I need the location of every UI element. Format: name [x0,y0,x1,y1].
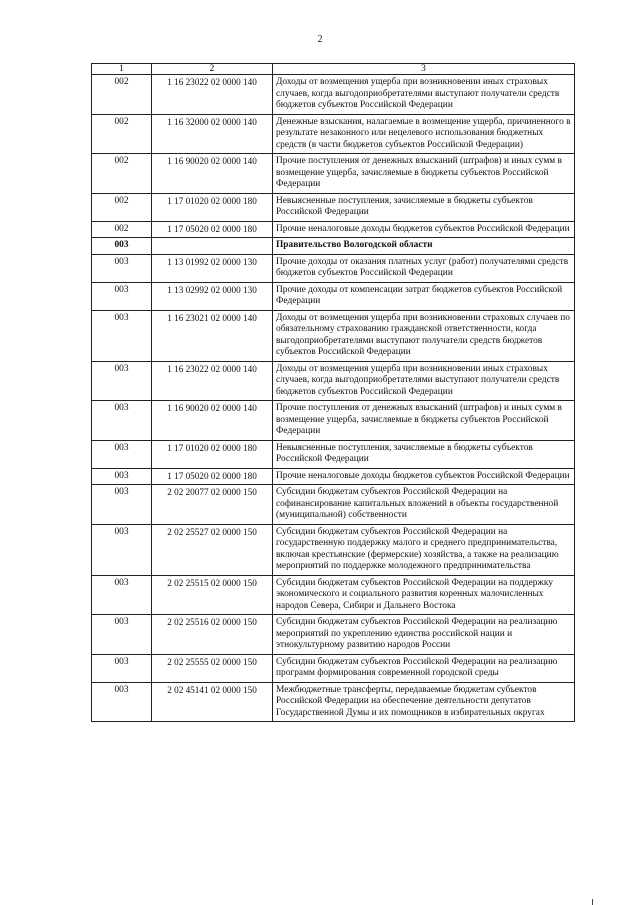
budget-code-cell: 1 13 01992 02 0000 130 [152,254,273,282]
admin-code-cell: 002 [92,221,152,238]
revenue-name-cell: Субсидии бюджетам субъектов Российской Федерации на реализацию мероприятий по укреплению единства российской нации и этнокультурному развитию народов России [273,615,575,655]
revenue-name-cell: Прочие доходы от оказания платных услуг (работ) получателями средств бюджетов субъектов Российской Федерации [273,254,575,282]
revenue-name-cell: Правительство Вологодской области [273,238,575,255]
revenue-name-cell: Субсидии бюджетам субъектов Российской Федерации на софинансирование капитальных вложений в объекты государственной (муниципальной) собственности [273,485,575,525]
admin-code-cell: 003 [92,575,152,615]
admin-code-cell: 002 [92,75,152,115]
admin-code-cell: 003 [92,282,152,310]
revenue-name-cell: Межбюджетные трансферты, передаваемые бюджетам субъектов Российской Федерации на обеспечение деятельности депутатов Государственной Думы и их помощников в избирательных округах [273,682,575,722]
budget-code-cell: 1 13 02992 02 0000 130 [152,282,273,310]
table-row [92,361,575,401]
table-row [92,440,575,468]
revenue-name-cell: Субсидии бюджетам субъектов Российской Федерации на поддержку экономического и социального развития коренных малочисленных народов Севера, Сибири и Дальнего Востока [273,575,575,615]
budget-code-cell: 2 02 25527 02 0000 150 [152,524,273,575]
table-header-row [92,64,575,75]
revenue-name-cell: Невыясненные поступления, зачисляемые в бюджеты субъектов Российской Федерации [273,193,575,221]
admin-code-cell: 003 [92,310,152,361]
table-row [92,221,575,238]
table-row [92,485,575,525]
revenue-codes-table [91,63,575,722]
table-row [92,401,575,441]
budget-code-cell: 1 17 05020 02 0000 180 [152,221,273,238]
admin-code-cell: 002 [92,193,152,221]
admin-code-cell: 003 [92,440,152,468]
budget-code-cell: 2 02 45141 02 0000 150 [152,682,273,722]
table-row [92,154,575,194]
admin-code-cell: 003 [92,361,152,401]
revenue-name-cell: Доходы от возмещения ущерба при возникновении иных страховых случаев, когда выгодоприобретателями выступают получатели средств бюджетов субъектов Российской Федерации [273,75,575,115]
budget-code-cell: 1 16 90020 02 0000 140 [152,154,273,194]
budget-code-cell: 1 16 90020 02 0000 140 [152,401,273,441]
revenue-name-cell: Субсидии бюджетам субъектов Российской Федерации на государственную поддержку малого и среднего предпринимательства, включая крестьянские (фермерские) хозяйства, а также на реализацию мероприятий по поддержке молодежного предпринимательства [273,524,575,575]
budget-code-cell: 1 17 01020 02 0000 180 [152,440,273,468]
budget-code-cell: 1 17 01020 02 0000 180 [152,193,273,221]
table-row [92,238,575,255]
revenue-name-cell: Невыясненные поступления, зачисляемые в бюджеты субъектов Российской Федерации [273,440,575,468]
budget-code-cell: 1 17 05020 02 0000 180 [152,468,273,485]
revenue-name-cell: Субсидии бюджетам субъектов Российской Федерации на реализацию программ формирования современной городской среды [273,654,575,682]
table-row [92,575,575,615]
table-row [92,468,575,485]
admin-code-cell: 003 [92,254,152,282]
revenue-name-cell: Доходы от возмещения ущерба при возникновении иных страховых случаев, когда выгодоприобретателями выступают получатели средств бюджетов субъектов Российской Федерации [273,361,575,401]
table-row [92,282,575,310]
budget-code-cell: 2 02 20077 02 0000 150 [152,485,273,525]
revenue-name-cell: Прочие поступления от денежных взысканий (штрафов) и иных сумм в возмещение ущерба, зачисляемые в бюджеты субъектов Российской Федерации [273,154,575,194]
header-col-2: 2 [152,64,273,75]
admin-code-cell: 002 [92,154,152,194]
table-row [92,193,575,221]
admin-code-cell: 003 [92,654,152,682]
admin-code-cell: 003 [92,485,152,525]
revenue-name-cell: Прочие неналоговые доходы бюджетов субъектов Российской Федерации [273,468,575,485]
revenue-name-cell: Прочие поступления от денежных взысканий (штрафов) и иных сумм в возмещение ущерба, зачисляемые в бюджеты субъектов Российской Федерации [273,401,575,441]
table-row [92,682,575,722]
table-row [92,654,575,682]
page-number: 2 [317,34,323,45]
admin-code-cell: 003 [92,238,152,255]
budget-code-cell: 2 02 25555 02 0000 150 [152,654,273,682]
budget-code-cell: 2 02 25515 02 0000 150 [152,575,273,615]
admin-code-cell: 003 [92,401,152,441]
admin-code-cell: 002 [92,114,152,154]
admin-code-cell: 003 [92,682,152,722]
header-col-3: 3 [273,64,575,75]
admin-code-cell: 003 [92,468,152,485]
table-row [92,615,575,655]
budget-code-cell: 1 16 23021 02 0000 140 [152,310,273,361]
revenue-name-cell: Прочие доходы от компенсации затрат бюджетов субъектов Российской Федерации [273,282,575,310]
header-col-1: 1 [92,64,152,75]
scan-edge-mark [592,899,593,905]
table-row [92,75,575,115]
revenue-name-cell: Доходы от возмещения ущерба при возникновении страховых случаев по обязательному страхованию гражданской ответственности, когда выгодоприобретателями выступают получатели средств бюджетов субъектов Российской Федерации [273,310,575,361]
budget-code-cell: 1 16 32000 02 0000 140 [152,114,273,154]
table-row [92,524,575,575]
budget-code-cell: 1 16 23022 02 0000 140 [152,361,273,401]
revenue-name-cell: Денежные взыскания, налагаемые в возмещение ущерба, причиненного в результате незаконного или нецелевого использования бюджетных средств (в части бюджетов субъектов Российской Федерации) [273,114,575,154]
table-row [92,310,575,361]
budget-code-cell [152,238,273,255]
admin-code-cell: 003 [92,615,152,655]
table-body [92,64,575,722]
budget-code-cell: 1 16 23022 02 0000 140 [152,75,273,115]
table-row [92,254,575,282]
table-row [92,114,575,154]
revenue-name-cell: Прочие неналоговые доходы бюджетов субъектов Российской Федерации [273,221,575,238]
budget-code-cell: 2 02 25516 02 0000 150 [152,615,273,655]
admin-code-cell: 003 [92,524,152,575]
